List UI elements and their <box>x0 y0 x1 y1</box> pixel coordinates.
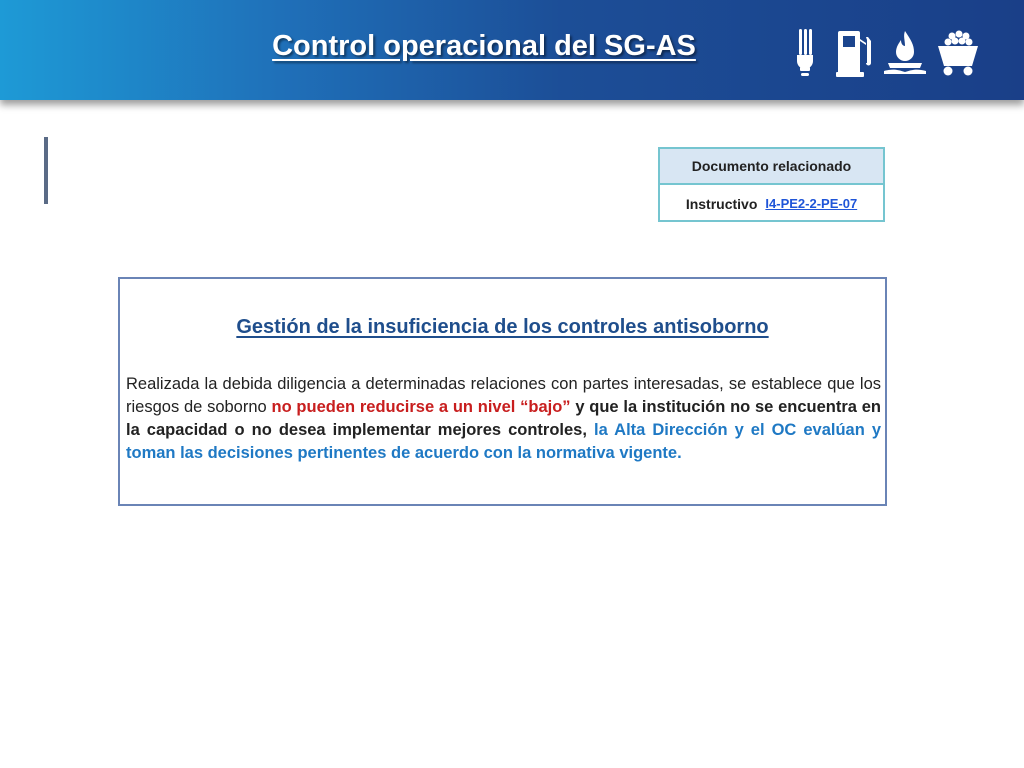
fuel-pump-icon <box>830 27 874 79</box>
content-paragraph <box>126 373 881 465</box>
related-document-row <box>660 185 883 222</box>
related-document-header: Documento relacionado <box>660 149 883 185</box>
paragraph-emphasis-red: no pueden reducirse a un nivel “bajo” <box>271 398 571 416</box>
page-title: Control operacional del SG-AS <box>272 30 696 62</box>
accent-bar <box>44 137 48 204</box>
paragraph-emphasis-blue: la Alta Dirección y el OC evalúan y toman las decisiones pertinentes de acuerdo con la normativa vigente. <box>126 421 882 462</box>
document-link[interactable]: I4-PE2-2-PE-07 <box>765 196 858 211</box>
lightbulb-icon <box>788 27 822 79</box>
header-banner <box>0 0 1024 100</box>
gas-flame-icon <box>882 27 928 79</box>
content-title: Gestión de la insuficiencia de los controles antisoborno <box>236 316 769 338</box>
content-box <box>118 277 887 506</box>
mining-cart-icon <box>934 27 982 79</box>
related-document-box <box>658 147 885 222</box>
paragraph-intro: Realizada la debida diligencia a determinadas relaciones con partes interesadas, se establece que los riesgos de soborno <box>126 375 881 416</box>
document-type-label: Instructivo <box>685 195 758 212</box>
paragraph-emphasis-bold: y que la institución no se encuentra en la capacidad o no desea implementar mejores controles, <box>126 398 881 439</box>
